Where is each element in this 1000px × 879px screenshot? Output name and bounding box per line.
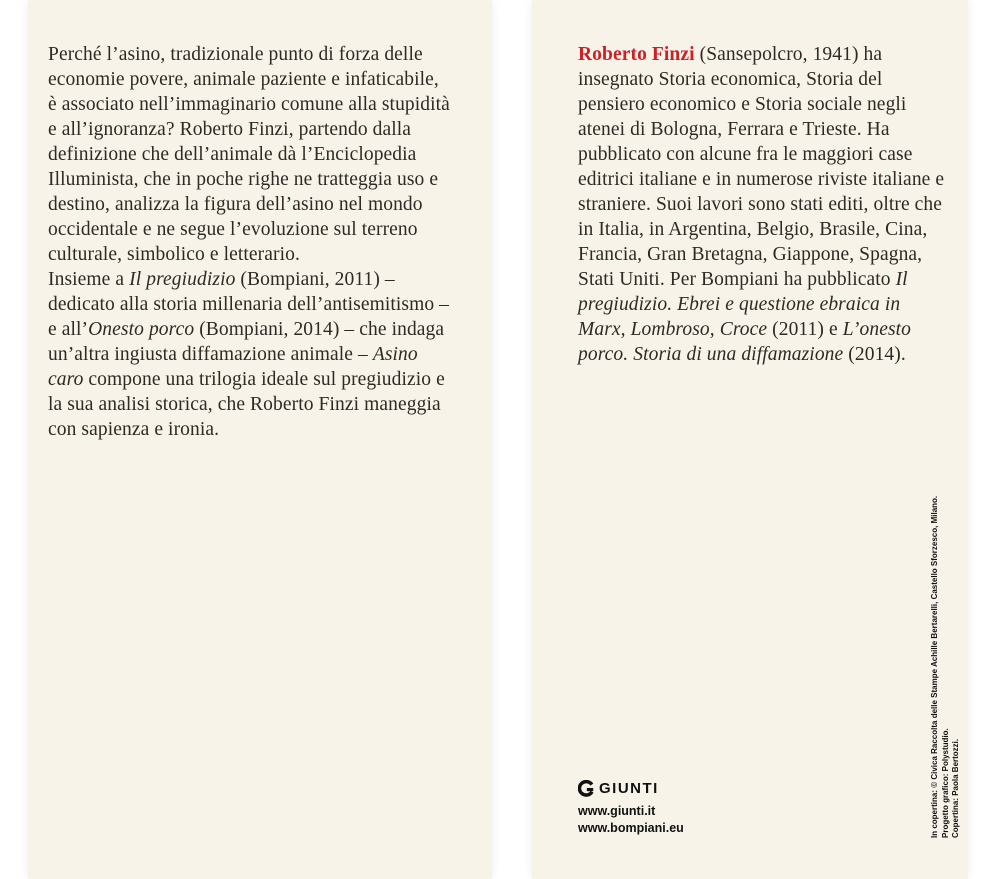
back-flap-panel: [532, 0, 968, 879]
giunti-wordmark: GIUNTI: [599, 780, 659, 797]
author-bio: Roberto Finzi (Sansepolcro, 1941) ha insegnato Storia economica, Storia del pensiero economico e Storia sociale negli atenei di Bologna, Ferrara e Trieste. Ha pubblicato con alcune fra le maggiori case editrici italiane e in numerose riviste italiane e straniere. Suoi lavori sono stati editi, oltre che in Italia, in Argentina, Belgio, Brasile, Cina, Francia, Gran Bretagna, Giappone, Spagna, Stati Uniti. Per Bompiani ha pubblicato Il pregiudizio. Ebrei e questione ebraica in Marx, Lombroso, Croce (2011) e L’onesto porco. Storia di una diffamazione (2014).: [578, 44, 945, 365]
print-credits-vertical: [930, 496, 962, 838]
credit-line-cover-design: Copertina: Paola Bertozzi.: [951, 738, 960, 838]
front-flap-panel: [28, 0, 492, 879]
credit-line-graphic-design: Progetto grafico: Polystudio.: [940, 728, 950, 838]
front-flap-text: [48, 42, 450, 442]
giunti-logo: [578, 780, 684, 797]
giunti-url: www.giunti.it: [578, 804, 656, 818]
flap-paragraph-synopsis: Perché l’asino, tradizionale punto di forza delle economie povere, animale paziente e infaticabile, è associato nell’immaginario comune alla stupidità e all’ignoranza? Roberto Finzi, partendo dalla definizione che dell’animale dà l’Enciclopedia Illuminista, che in poche righe ne tratteggia uso e destino, analizza la figura dell’asino nel mondo occidentale e ne segue l’evoluzione sul terreno culturale, simbolico e letterario.: [48, 44, 450, 265]
giunti-g-icon: [578, 780, 595, 797]
publisher-block: [578, 780, 684, 837]
credit-line-cover-source: In copertina: © Civica Raccolta delle Stampe Achille Bertarelli, Castello Sforzesco, Milano.: [930, 495, 939, 838]
flap-paragraph-trilogy: Insieme a Il pregiudizio (Bompiani, 2011) – dedicato alla storia millenaria dell’antisemitismo – e all’Onesto porco (Bompiani, 2014) – che indaga un’altra ingiusta diffamazione animale – Asino caro compone una trilogia ideale sul pregiudizio e la sua analisi storica, che Roberto Finzi maneggia con sapienza e ironia.: [48, 269, 450, 440]
bompiani-url: www.bompiani.eu: [578, 821, 684, 835]
